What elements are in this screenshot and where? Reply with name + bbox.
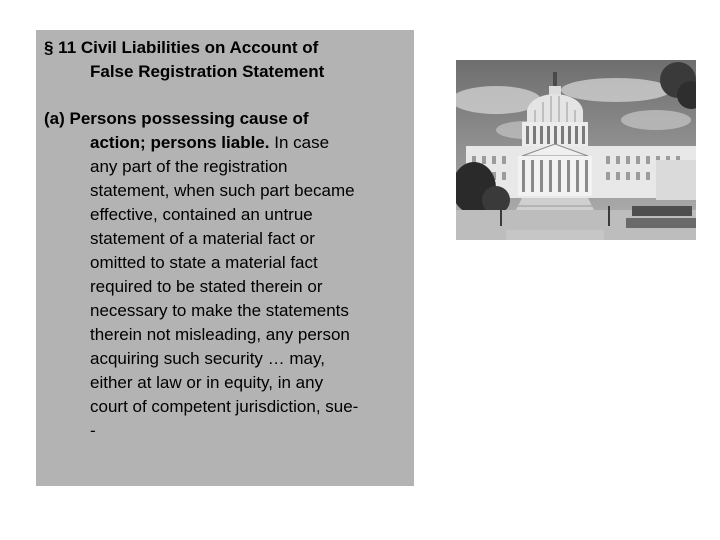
subsection-a-first-line (44, 107, 406, 131)
subsection-body-line: either at law or in equity, in any (90, 373, 324, 392)
subsection-body-line: necessary to make the statements (90, 301, 349, 320)
subsection-a (44, 107, 406, 443)
subsection-a-second-line (44, 131, 406, 155)
subsection-body-line: court of competent jurisdiction, sue- (90, 397, 359, 416)
subsection-body-line: statement of a material fact or (90, 229, 315, 248)
subsection-body-line: acquiring such security … may, (90, 349, 325, 368)
statute-text-box (36, 30, 414, 486)
section-heading-line-1: § 11 Civil Liabilities on Account of (44, 38, 319, 57)
subsection-title-part-1: Persons possessing cause of (69, 109, 309, 128)
subsection-title-part-2: action; persons liable. (90, 133, 270, 152)
subsection-body-line: effective, contained an untrue (90, 205, 313, 224)
subsection-label: (a) (44, 109, 70, 128)
section-heading-line-2: False Registration Statement (90, 62, 325, 81)
capitol-building-photo (456, 60, 696, 240)
subsection-body-line: statement, when such part became (90, 181, 355, 200)
subsection-body-line: - (90, 421, 96, 440)
subsection-body-start: In case (269, 133, 330, 152)
subsection-body-line: any part of the registration (90, 157, 288, 176)
subsection-body-line: required to be stated therein or (90, 277, 323, 296)
subsection-body-line: omitted to state a material fact (90, 253, 318, 272)
subsection-body-line: therein not misleading, any person (90, 325, 350, 344)
